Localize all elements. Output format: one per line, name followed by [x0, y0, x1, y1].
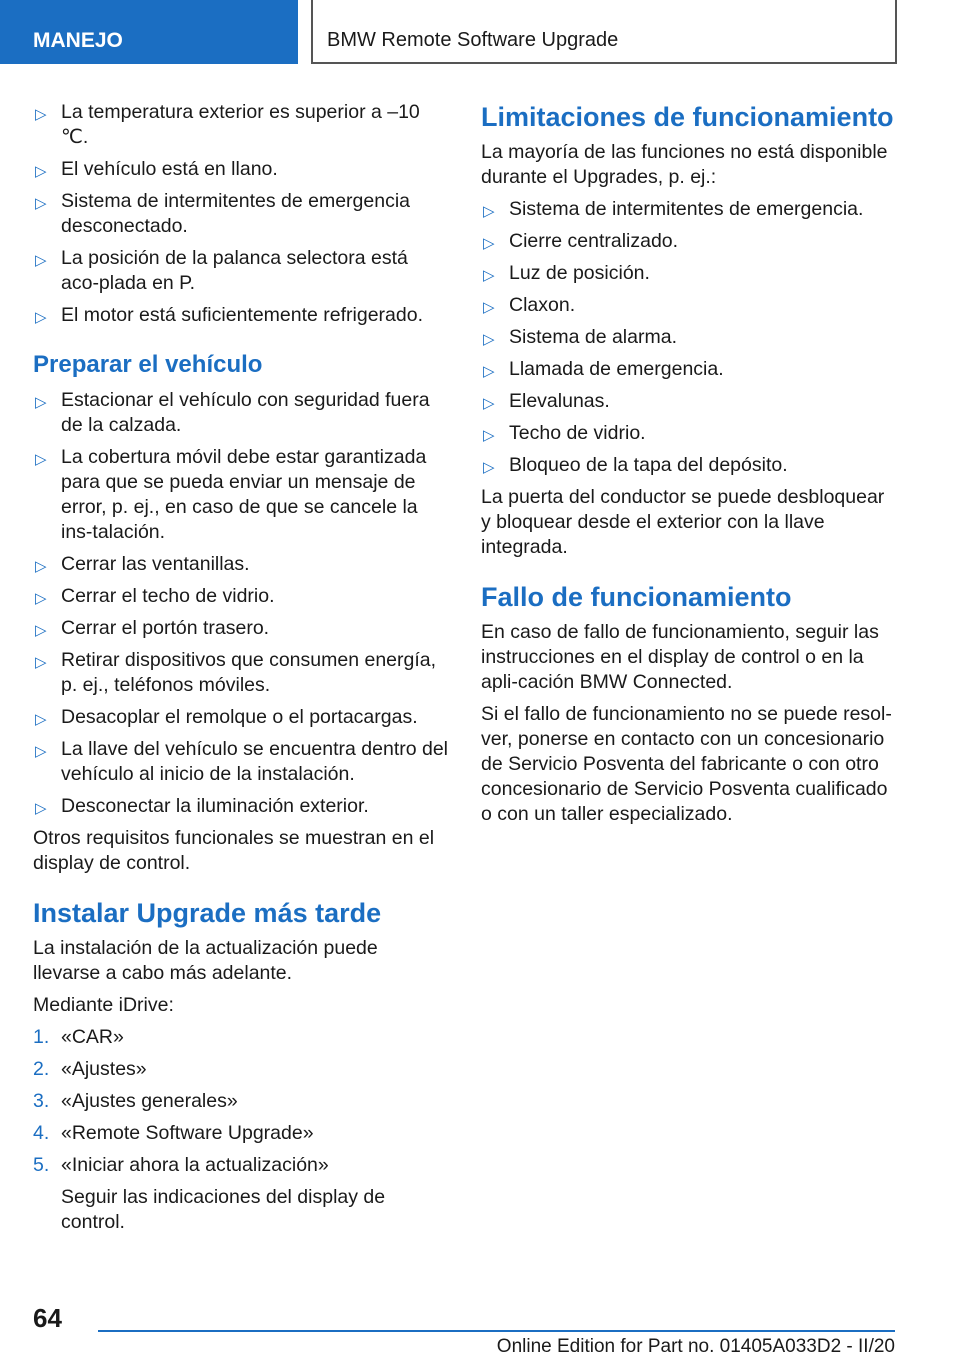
list-item [481, 293, 896, 318]
list-item [33, 648, 448, 698]
list-item-text: Desacoplar el remolque o el portacargas. [61, 706, 418, 728]
triangle-bullet-icon: ▷ [483, 395, 495, 412]
footer-divider [98, 1330, 895, 1332]
section-title: MANEJO [33, 29, 123, 52]
limits-note: La puerta del conductor se puede desbloquear y bloquear desde el exterior con la llave integrada. [481, 486, 885, 558]
step-number: 3. [33, 1090, 50, 1112]
limits-intro: La mayoría de las funciones no está disponible durante el Upgrades, p. ej.: [481, 141, 888, 188]
list-item-text: La temperatura exterior es superior a ‒10 ℃. [61, 101, 420, 148]
list-item-text: Bloqueo de la tapa del depósito. [509, 454, 788, 476]
triangle-bullet-icon: ▷ [483, 267, 495, 284]
triangle-bullet-icon: ▷ [35, 590, 47, 607]
triangle-bullet-icon: ▷ [35, 106, 47, 123]
list-item-text: La cobertura móvil debe estar garantizada para que se pueda enviar un mensaje de error, p. ej., en caso de que se cancele la ins-talación. [61, 446, 427, 543]
limits-heading: Limitaciones de funcionamiento [481, 102, 894, 132]
triangle-bullet-icon: ▷ [483, 459, 495, 476]
list-item [33, 737, 448, 787]
list-item [33, 552, 448, 577]
install-heading: Instalar Upgrade más tarde [33, 898, 382, 928]
footer-edition: Online Edition for Part no. 01405A033D2 - II/20 [496, 1336, 895, 1357]
list-item [33, 246, 448, 296]
prepare-list [33, 388, 448, 819]
list-item [33, 705, 448, 730]
triangle-bullet-icon: ▷ [483, 235, 495, 252]
chapter-header [311, 0, 897, 64]
triangle-bullet-icon: ▷ [35, 451, 47, 468]
list-item-text: Techo de vidrio. [509, 422, 646, 444]
triangle-bullet-icon: ▷ [35, 711, 47, 728]
install-via: Mediante iDrive: [33, 994, 174, 1016]
step-text: «Iniciar ahora la actualización» [61, 1154, 329, 1176]
list-item-text: Sistema de intermitentes de emergencia desconectado. [61, 190, 411, 237]
left-column [33, 100, 448, 1242]
list-item-text: Estacionar el vehículo con seguridad fuera de la calzada. [61, 389, 430, 436]
page-number: 64 [33, 1303, 62, 1333]
step-text: «Remote Software Upgrade» [61, 1122, 314, 1144]
list-item-text: La llave del vehículo se encuentra dentro del vehículo al inicio de la instalación. [61, 738, 449, 785]
list-item [481, 453, 896, 478]
limits-list [481, 197, 896, 478]
step-text: «Ajustes» [61, 1058, 147, 1080]
section-tab [0, 0, 298, 64]
list-item-text: La posición de la palanca selectora está aco-plada en P. [61, 247, 408, 294]
list-item [33, 445, 448, 545]
triangle-bullet-icon: ▷ [35, 252, 47, 269]
list-item [33, 303, 448, 328]
list-item-text: Cierre centralizado. [509, 230, 679, 252]
triangle-bullet-icon: ▷ [483, 331, 495, 348]
step-item [33, 1153, 448, 1178]
triangle-bullet-icon: ▷ [35, 558, 47, 575]
step-number: 2. [33, 1058, 50, 1080]
triangle-bullet-icon: ▷ [35, 654, 47, 671]
list-item [481, 389, 896, 414]
prepare-heading: Preparar el vehículo [33, 351, 263, 378]
triangle-bullet-icon: ▷ [35, 800, 47, 817]
right-column [481, 100, 896, 834]
step-text: «Ajustes generales» [61, 1090, 238, 1112]
idrive-steps [33, 1025, 448, 1178]
triangle-bullet-icon: ▷ [35, 743, 47, 760]
list-item-text: Llamada de emergencia. [509, 358, 724, 380]
step-item [33, 1121, 448, 1146]
list-item-text: Cerrar el techo de vidrio. [61, 585, 275, 607]
triangle-bullet-icon: ▷ [35, 622, 47, 639]
fault-text-2: Si el fallo de funcionamiento no se puede resol-ver, ponerse en contacto con un concesionario de Servicio Posventa del fabricante o con otro concesionario de Servicio Posventa cualificado o con un taller especializado. [481, 703, 892, 825]
list-item [481, 229, 896, 254]
step-text: «CAR» [61, 1026, 124, 1048]
list-item [33, 388, 448, 438]
triangle-bullet-icon: ▷ [483, 299, 495, 316]
fault-heading: Fallo de funcionamiento [481, 582, 792, 612]
list-item [481, 357, 896, 382]
list-item-text: Cerrar las ventanillas. [61, 553, 250, 575]
step-item [33, 1025, 448, 1050]
triangle-bullet-icon: ▷ [35, 163, 47, 180]
list-item [481, 261, 896, 286]
list-item [33, 157, 448, 182]
list-item [33, 100, 448, 150]
step-number: 1. [33, 1026, 50, 1048]
list-item [481, 421, 896, 446]
chapter-title: BMW Remote Software Upgrade [327, 29, 619, 51]
list-item-text: Elevalunas. [509, 390, 610, 412]
list-item-text: Retirar dispositivos que consumen energía, p. ej., teléfonos móviles. [61, 649, 437, 696]
list-item [33, 189, 448, 239]
triangle-bullet-icon: ▷ [483, 363, 495, 380]
fault-text-1: En caso de fallo de funcionamiento, seguir las instrucciones en el display de control o en la apli-cación BMW Connected. [481, 621, 879, 693]
list-item-text: El motor está suficientemente refrigerado. [61, 304, 424, 326]
step-item [33, 1057, 448, 1082]
list-item-text: Cerrar el portón trasero. [61, 617, 270, 639]
list-item [481, 325, 896, 350]
list-item-text: El vehículo está en llano. [61, 158, 278, 180]
step-item [33, 1089, 448, 1114]
list-item [33, 616, 448, 641]
list-item-text: Sistema de intermitentes de emergencia. [509, 198, 864, 220]
steps-follow: Seguir las indicaciones del display de control. [61, 1186, 386, 1233]
list-item [481, 197, 896, 222]
triangle-bullet-icon: ▷ [35, 309, 47, 326]
triangle-bullet-icon: ▷ [35, 195, 47, 212]
list-item [33, 584, 448, 609]
list-item-text: Claxon. [509, 294, 576, 316]
prepare-note: Otros requisitos funcionales se muestran en el display de control. [33, 827, 435, 874]
step-number: 5. [33, 1154, 50, 1176]
step-number: 4. [33, 1122, 50, 1144]
list-item [33, 794, 448, 819]
triangle-bullet-icon: ▷ [483, 203, 495, 220]
list-item-text: Luz de posición. [509, 262, 650, 284]
triangle-bullet-icon: ▷ [483, 427, 495, 444]
list-item-text: Desconectar la iluminación exterior. [61, 795, 369, 817]
triangle-bullet-icon: ▷ [35, 394, 47, 411]
install-text: La instalación de la actualización puede llevarse a cabo más adelante. [33, 937, 378, 984]
list-item-text: Sistema de alarma. [509, 326, 677, 348]
requirements-list [33, 100, 448, 328]
